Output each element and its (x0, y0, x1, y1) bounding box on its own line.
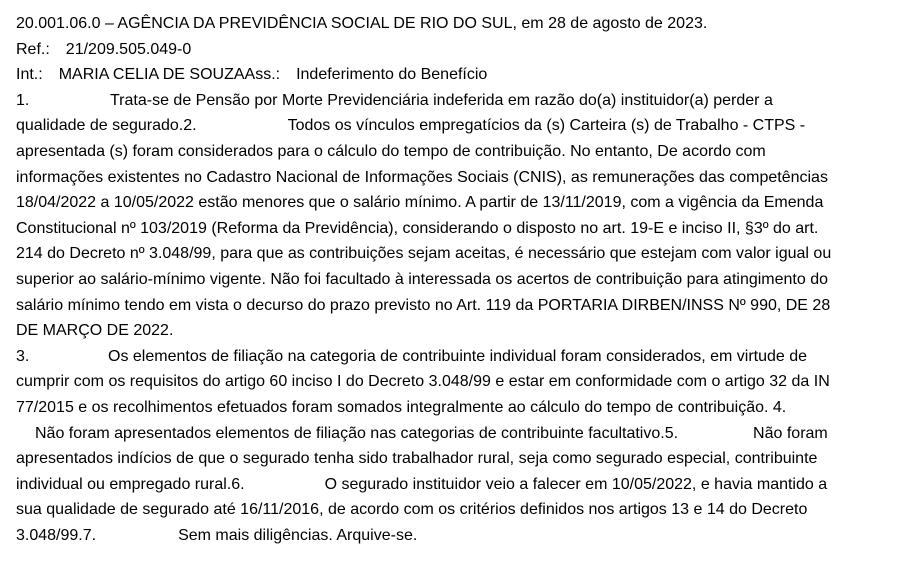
int-line (16, 62, 892, 88)
paragraph-line (16, 318, 892, 344)
paragraph-text: Sem mais diligências. Arquive-se. (178, 526, 418, 544)
paragraph-line (16, 165, 892, 191)
paragraph-text: individual ou empregado rural.6. (16, 475, 245, 493)
paragraph-text: 77/2015 e os recolhimentos efetuados foram somados integralmente ao cálculo do tempo de contribuição. 4. (16, 398, 787, 416)
paragraph-text: qualidade de segurado.2. (16, 117, 197, 135)
paragraph-line (16, 267, 892, 293)
paragraph-number-1: 1. (16, 91, 30, 109)
ref-line (16, 37, 892, 63)
paragraph-text: sua qualidade de segurado até 16/11/2016, de acordo com os critérios definidos nos artigos 13 e 14 do Decreto (16, 501, 808, 519)
paragraph-line (16, 421, 892, 447)
paragraph-text: cumprir com os requisitos do artigo 60 inciso I do Decreto 3.048/99 e estar em conformidade com o artigo 32 da IN (16, 373, 830, 391)
paragraph-text: Constitucional nº 103/2019 (Reforma da Previdência), considerando o disposto no art. 19-E e inciso II, §3º do art. (16, 219, 819, 237)
paragraph-text: O segurado instituidor veio a falecer em 10/05/2022, e havia mantido a (324, 475, 828, 493)
paragraph-text: superior ao salário-mínimo vigente. Não foi facultado à interessada os acertos de contribuição para atingimento do (16, 270, 829, 288)
paragraph-text: apresentada (s) foram considerados para o cálculo do tempo de contribuição. No entanto, De acordo com (16, 142, 766, 160)
ass-value: Indeferimento do Benefício (296, 66, 488, 84)
paragraph-line (16, 497, 892, 523)
ass-label: Ass.: (244, 66, 281, 84)
ref-label: Ref.: (16, 40, 50, 58)
paragraph-number-3: 3. (16, 347, 30, 365)
paragraph-text: salário mínimo tendo em vista o decurso do prazo previsto no Art. 119 da PORTARIA DIRBEN/INSS Nº 990, DE 28 (16, 296, 831, 314)
paragraph-line (16, 190, 892, 216)
header-text: 20.001.06.0 – AGÊNCIA DA PREVIDÊNCIA SOCIAL DE RIO DO SUL, em 28 de agosto de 2023. (16, 15, 708, 32)
paragraph-1-line (16, 88, 892, 114)
int-value: MARIA CELIA DE SOUZA (58, 66, 245, 84)
document-page (16, 11, 892, 548)
paragraph-text: 3.048/99.7. (16, 526, 97, 544)
paragraph-line (16, 446, 892, 472)
paragraph-text: 214 do Decreto nº 3.048/99, para que as contribuições sejam aceitas, é necessário que estejam com valor igual ou (16, 245, 832, 263)
paragraph-text: 18/04/2022 a 10/05/2022 estão menores que o salário mínimo. A partir de 13/11/2019, com a vigência da Emenda (16, 194, 824, 212)
paragraph-line (16, 472, 892, 498)
paragraph-text: DE MARÇO DE 2022. (16, 322, 174, 340)
paragraph-line (16, 395, 892, 421)
paragraph-text: Trata-se de Pensão por Morte Previdenciária indeferida em razão do(a) instituidor(a) perder a (110, 91, 773, 109)
paragraph-line (16, 523, 892, 549)
paragraph-line (16, 369, 892, 395)
ref-value: 21/209.505.049-0 (65, 40, 192, 58)
paragraph-text: apresentados indícios de que o segurado tenha sido trabalhador rural, seja como segurado especial, contribuinte (16, 450, 818, 468)
paragraph-text: Todos os vínculos empregatícios da (s) Carteira (s) de Trabalho - CTPS - (287, 117, 806, 135)
paragraph-text: informações existentes no Cadastro Nacional de Informações Sociais (CNIS), as remunerações das competências (16, 168, 828, 186)
paragraph-text: Não foram (753, 424, 828, 442)
paragraph-line (16, 241, 892, 267)
paragraph-line (16, 139, 892, 165)
paragraph-line (16, 113, 892, 139)
paragraph-line (16, 293, 892, 319)
paragraph-text: Os elementos de filiação na categoria de contribuinte individual foram considerados, em virtude de (108, 347, 808, 365)
header-line (16, 11, 892, 37)
paragraph-text: Não foram apresentados elementos de filiação nas categorias de contribuinte facultativo.5. (35, 424, 679, 442)
int-label: Int.: (16, 66, 43, 84)
paragraph-3-line (16, 344, 892, 370)
paragraph-line (16, 216, 892, 242)
